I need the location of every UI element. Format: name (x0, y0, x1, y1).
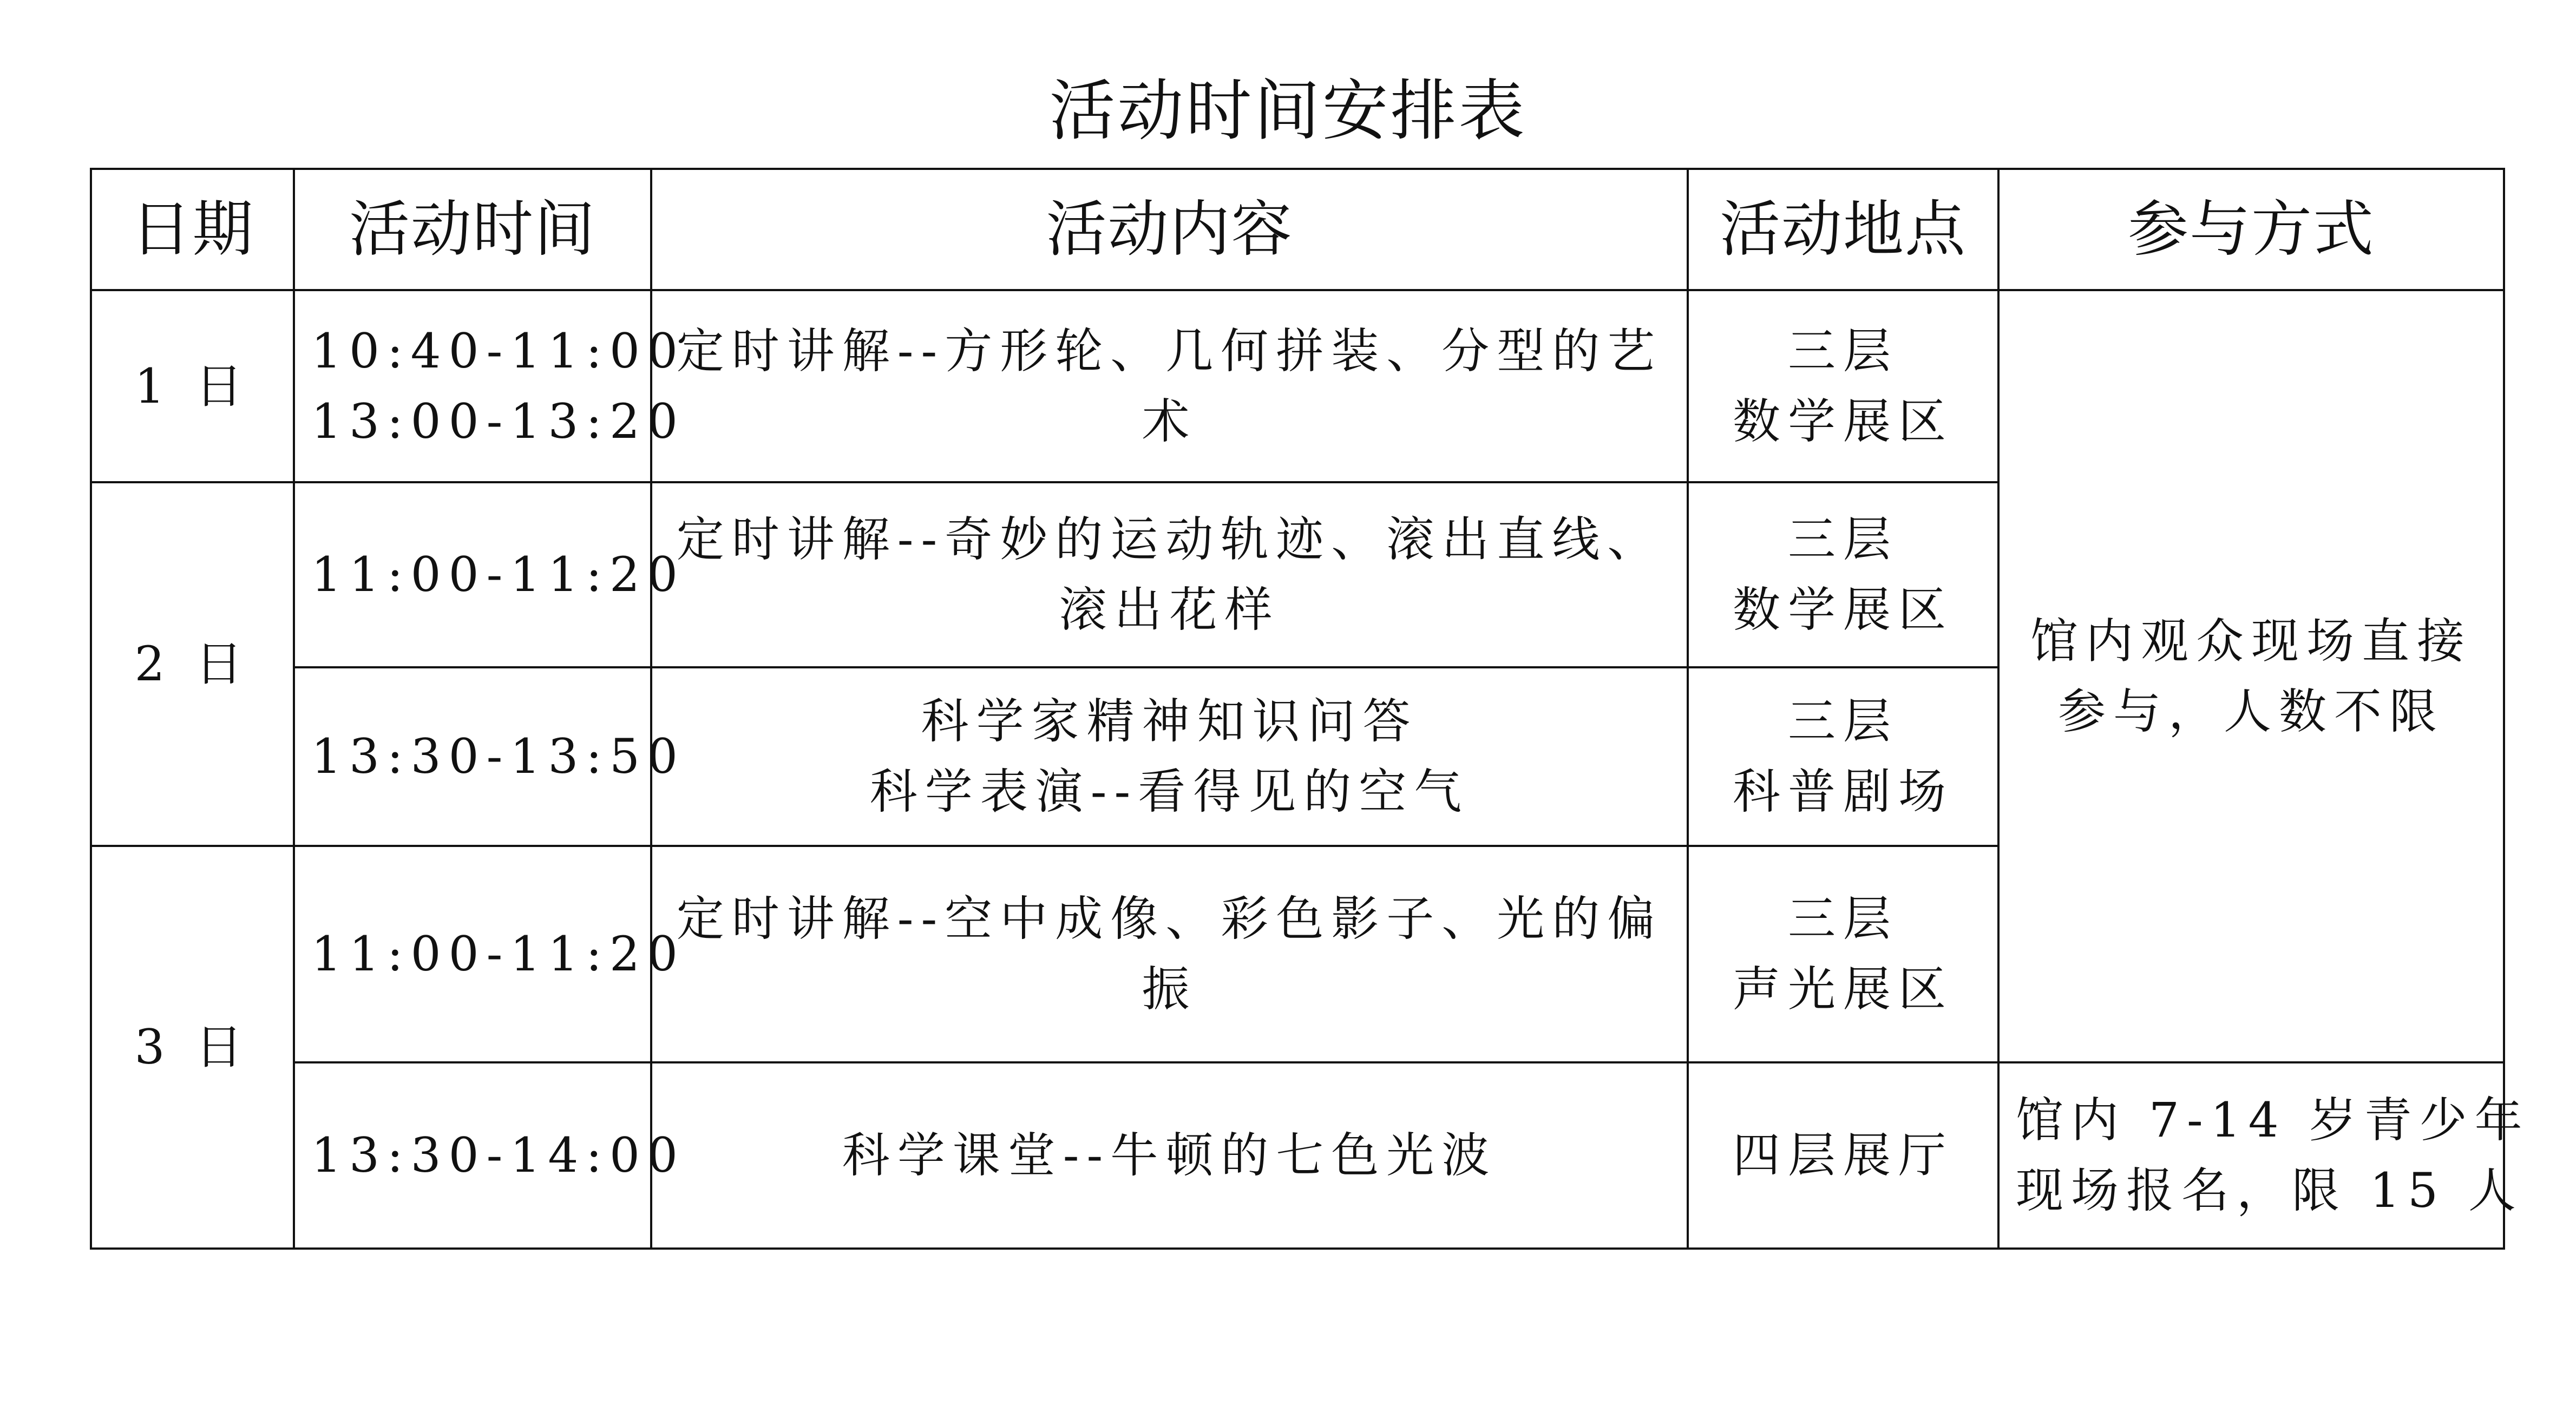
content-cell (651, 290, 1688, 482)
time-cell (294, 846, 685, 1062)
time-line: 13:30-13:50 (311, 728, 685, 784)
content-cell (651, 667, 1688, 846)
header-date: 日期 (91, 169, 294, 290)
location-line: 数学展区 (1732, 393, 1954, 449)
time-line: 11:00-11:20 (311, 547, 685, 602)
document-title: 活动时间安排表 (1049, 73, 1527, 149)
participation-line: 现场报名，限 15 人 (2016, 1163, 2523, 1218)
content-cell (651, 846, 1688, 1062)
location-cell (1688, 667, 1998, 846)
location-cell (1688, 482, 1998, 667)
location-line: 声光展区 (1732, 961, 1954, 1017)
location-cell (1688, 846, 1998, 1062)
participation-line: 馆内 7-14 岁青少年 (2016, 1092, 2530, 1148)
header-time: 活动时间 (294, 169, 651, 290)
date-cell: 1 日 (91, 290, 294, 482)
time-cell (294, 1062, 685, 1249)
table-row (91, 290, 2504, 482)
time-cell (294, 290, 685, 482)
header-content: 活动内容 (651, 169, 1688, 290)
location-line: 三层 (1787, 323, 1898, 379)
content-cell (651, 1062, 1688, 1249)
time-line: 13:30-14:00 (311, 1127, 685, 1183)
content-line: 科学表演--看得见的空气 (869, 764, 1470, 819)
time-line: 11:00-11:20 (311, 926, 685, 982)
time-cell (294, 667, 685, 846)
location-line: 三层 (1787, 511, 1898, 567)
participation-line: 参与，人数不限 (2057, 683, 2444, 739)
content-cell (651, 482, 1688, 667)
location-line: 四层展厅 (1732, 1127, 1954, 1183)
schedule-table (90, 168, 2530, 1250)
location-line: 数学展区 (1732, 582, 1954, 638)
content-line: 定时讲解--空中成像、彩色影子、光的偏振 (676, 891, 1663, 1017)
location-cell (1688, 1062, 1998, 1249)
location-line: 三层 (1787, 891, 1898, 947)
content-line: 科学家精神知识问答 (921, 693, 1418, 749)
time-line: 13:00-13:20 (311, 393, 685, 449)
participation-line: 馆内观众现场直接 (2030, 613, 2472, 669)
date-cell: 3 日 (91, 846, 294, 1249)
content-line: 定时讲解--奇妙的运动轨迹、滚出直线、滚出花样 (676, 511, 1663, 638)
location-line: 科普剧场 (1732, 764, 1954, 819)
time-line: 10:40-11:00 (311, 323, 685, 379)
date-cell: 2 日 (91, 482, 294, 846)
header-location: 活动地点 (1688, 169, 1998, 290)
time-cell (294, 482, 685, 667)
table-row (91, 1062, 2504, 1249)
participation-cell (1998, 290, 2504, 1062)
location-line: 三层 (1787, 693, 1898, 749)
location-cell (1688, 290, 1998, 482)
content-line: 科学课堂--牛顿的七色光波 (842, 1127, 1497, 1183)
header-participation: 参与方式 (1998, 169, 2504, 290)
header-row (91, 169, 2504, 290)
participation-cell (1998, 1062, 2530, 1249)
content-line: 定时讲解--方形轮、几何拼装、分型的艺术 (676, 323, 1663, 449)
